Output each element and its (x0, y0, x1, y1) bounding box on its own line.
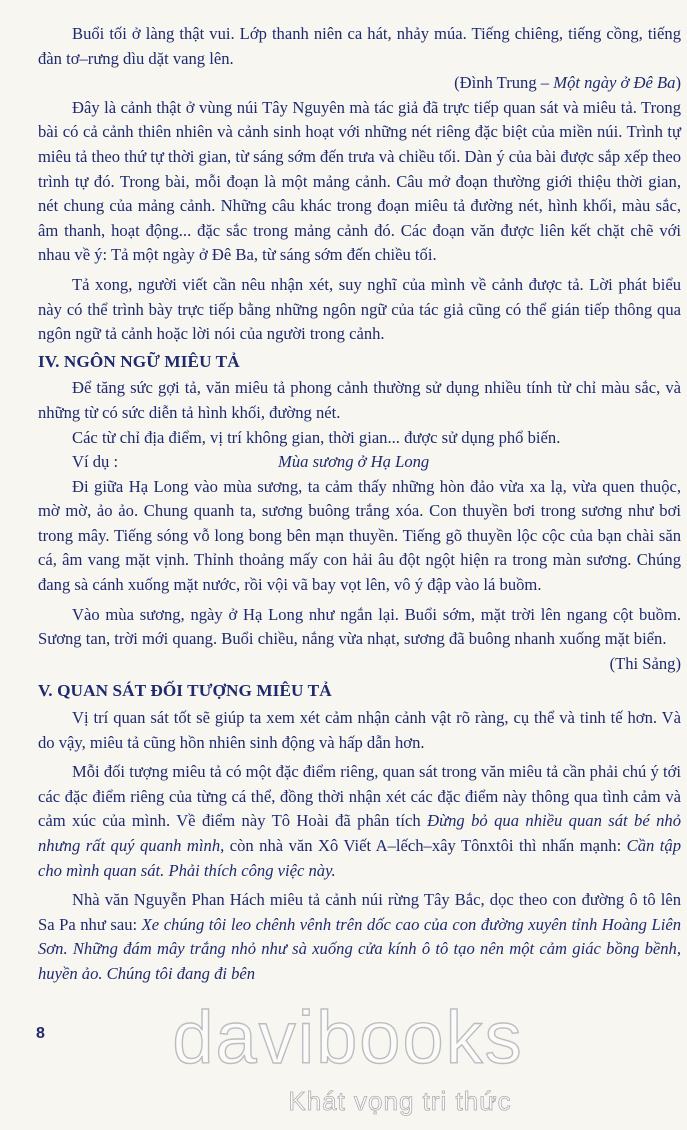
citation-thi-sang: (Thi Sảng) (609, 653, 681, 673)
observation-text-a: Mỗi đối tượng miêu tả có một đặc điểm riêng, quan sát trong văn miêu tả cần phải chú ý tới các đặc điểm riêng của từng cá thể, đồng thời nhận xét các đặc điểm này thông qua tình cảm và cảm xúc của mình. Về điểm này Tô Hoài đã phân tích (38, 762, 681, 831)
quote-tolstoy: Cần tập cho mình quan sát. Phải thích công việc này. (38, 836, 681, 880)
paragraph-adjectives: Để tăng sức gợi tả, văn miêu tả phong cảnh thường sử dụng nhiều tính từ chỉ màu sắc, và những từ có sức diễn tả hình khối, đường nét. (38, 378, 681, 422)
watermark-tagline: Khát vọng tri thức (288, 1086, 512, 1116)
paragraph-analysis: Đây là cảnh thật ở vùng núi Tây Nguyên mà tác giả đã trực tiếp quan sát và miêu tả. Trong bài có cả cảnh thiên nhiên và cảnh sinh hoạt với những nét riêng đặc biệt của miền núi. Trình tự miêu tả theo thứ tự thời gian, từ sáng sớm đến trưa và chiều tối. Dàn ý của bài được sắp xếp theo trình tự đó. Trong bài, mỗi đoạn là một mảng cảnh. Câu mở đoạn thường giới thiệu thời gian, nét chung của mảng cảnh. Những câu khác trong đoạn miêu tả đường nét, hình khối, màu sắc, âm thanh, hoạt động... đặc sắc trong mảng cảnh đó. Các đoạn văn được liên kết chặt chẽ với nhau về ý: Tả một ngày ở Đê Ba, từ sáng sớm đến chiều tối. (38, 97, 681, 265)
observation-text-b: còn nhà văn Xô Viết A–lếch–xây Tônxtôi thì nhấn mạnh: (224, 836, 627, 855)
paragraph-observation-detail (38, 760, 681, 883)
citation-author: (Đình Trung – (454, 73, 554, 93)
page-number: 8 (36, 1025, 45, 1042)
paragraph-ha-long-fog: Đi giữa Hạ Long vào mùa sương, ta cảm thấy những hòn đảo vừa xa lạ, vừa quen thuộc, mờ mờ, ảo ảo. Chung quanh ta, sương buông trắng xóa. Con thuyền bơi trong sương như bơi trong mây. Tiếng sóng vỗ long bong bên mạn thuyền. Tiếng gõ thuyền lộc cộc của bạn chài săn cá, âm vang mặt vịnh. Thỉnh thoảng mấy con hải âu đột ngột hiện ra trong màn sương. Chúng đang sà cánh xuống mặt nước, rồi vội vã bay vọt lên, vô ý đập vào lá buồm. (38, 476, 681, 595)
quote-to-hoai: Đừng bỏ qua nhiều quan sát bé nhỏ nhưng rất quý quanh mình, (38, 811, 681, 855)
paragraph-commentary: Tả xong, người viết cần nêu nhận xét, suy nghĩ của mình về cảnh được tả. Lời phát biểu này có thể trình bày trực tiếp bằng những ngôn ngữ của tác giả cũng có thể gián tiếp thông qua ngôn ngữ tả cảnh hoặc lời nói của người trong cảnh. (38, 274, 681, 344)
example-header (38, 450, 681, 475)
citation-close: ) (675, 73, 681, 93)
paragraph-observation-position: Vị trí quan sát tốt sẽ giúp ta xem xét cảm nhận cảnh vật rõ ràng, cụ thể và tinh tế hơn. Và do vậy, miêu tả cũng hồn nhiên sinh động và hấp dẫn hơn. (38, 708, 681, 752)
citation-dinh-trung (38, 71, 681, 96)
watermark-logo: davibooks (172, 996, 524, 1079)
paragraph-sapa (38, 888, 681, 986)
paragraph-village-evening: Buổi tối ở làng thật vui. Lớp thanh niên ca hát, nhảy múa. Tiếng chiêng, tiếng cồng, tiếng đàn tơ–rưng dìu dặt vang lên. (38, 24, 681, 68)
example-title: Mùa sương ở Hạ Long (278, 452, 430, 472)
document-page (38, 22, 681, 987)
paragraph-locative-words: Các từ chỉ địa điểm, vị trí không gian, thời gian... được sử dụng phổ biến. (72, 427, 561, 447)
section-heading-language: IV. NGÔN NGỮ MIÊU TẢ (38, 351, 240, 371)
paragraph-ha-long-day: Vào mùa sương, ngày ở Hạ Long như ngắn lại. Buổi sớm, mặt trời lên ngang cột buồm. Sương tan, trời mới quang. Buổi chiều, nắng vừa nhạt, sương đã buông nhanh xuống mặt biển. (38, 604, 681, 649)
section-heading-observation: V. QUAN SÁT ĐỐI TƯỢNG MIÊU TẢ (38, 681, 332, 701)
example-label: Ví dụ : (72, 452, 119, 472)
quote-nguyen-phan-hach: Xe chúng tôi leo chênh vênh trên dốc cao của con đường xuyên tỉnh Hoàng Liên Sơn. Những đám mây trắng nhỏ như sà xuống cửa kính ô tô tạo nên một cảm giác bồng bềnh, huyền ảo. Chúng tôi đang đi bên (38, 914, 681, 983)
citation-work-title: Một ngày ở Đê Ba (553, 73, 676, 93)
sapa-intro: Nhà văn Nguyễn Phan Hách miêu tả cảnh núi rừng Tây Bắc, dọc theo con đường ô tô lên Sa Pa như sau: (38, 890, 681, 934)
